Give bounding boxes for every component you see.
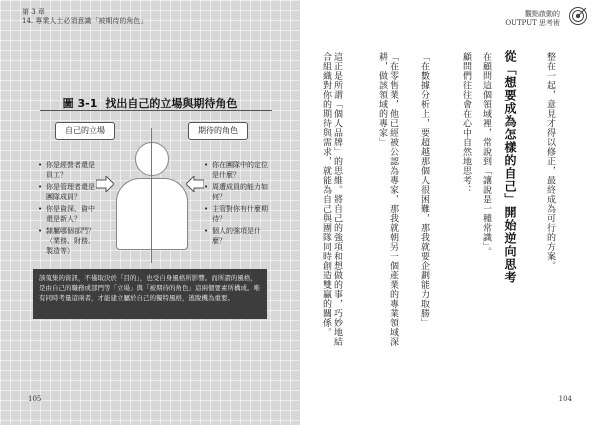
target-icon [568,6,588,26]
self-bullet: • 隸屬哪個部門？（業務、財務、製造等） [38,226,100,256]
figure-divider [40,110,272,111]
right-page [300,0,600,425]
body-text-col: 在顧問這個領域裡，常說到「讓說是一種常識」。 [481,52,491,257]
arrow-left-icon [186,176,204,192]
section-title: 14. 專業人士必須意識「被期待的角色」 [22,17,148,25]
self-role-label: 自己的立場 [55,122,115,140]
figure-caption: 該蒐集的資訊，不僅取決於「目的」，也受自身風格所影響。而所謂的風格，是由自己的職務或部門等「立場」與「被期待的角色」這兩個要素所構成。唯有同時考量這兩者，才能建立屬於自己的獨特風格，逃脫機為重要。 [33,269,267,319]
expected-bullet: • 周遭成員的能力如何？ [204,182,272,202]
expected-bullet: • 個人的強項是什麼？ [204,226,272,246]
expected-bullet: • 主管對你有什麼期待？ [204,204,272,224]
running-head-left [22,8,147,26]
body-text-col: 整在一起，意見才得以修正，最終成為可行的方案。 [545,52,555,271]
figure-number: 圖 3-1 [62,97,98,110]
self-bullet: • 你是管理者還是團隊成員？ [38,182,100,202]
page-number-left: 105 [28,395,42,403]
quote-text-col: 「在數據分析上，要超越那個人很困難，那我就要企劃能力取勝」 [419,52,429,328]
running-head-right [505,10,560,28]
body-text-col: 這正是所謂「個人品牌」的思維。將自己的強項和想做的事，巧妙地結合組織對你的期待與需求，就能為自己與團隊同時創造雙贏的關係。 [321,52,342,347]
expected-role-label: 期待的角色 [188,122,248,140]
person-head [135,142,169,176]
figure-title-text: 找出自己的立場與期待角色 [105,97,238,110]
chapter-label: 第 3 章 [22,8,45,16]
self-bullet: • 你是經營者還是員工？ [38,160,100,180]
book-title-line2: OUTPUT 思考術 [505,19,560,27]
quote-text-col: 「在零售業，他已經被公認為專家，那我就朝另一個產業的專業領域深耕，做該領域的專家」 [377,52,398,347]
self-bullet: • 你是資深、資中還是新人？ [38,204,100,224]
book-title-line1: 觀點啟動的 [525,10,560,18]
expected-bullet: • 你在團隊中的定位是什麼？ [204,160,272,180]
figure-title [0,95,300,111]
person-body [116,178,188,250]
center-split-line [151,128,152,263]
self-bullets [38,160,100,258]
body-text-col: 顧問們往往會在心中自然地思考： [461,52,471,195]
person-figure [116,128,186,263]
page-number-right: 104 [558,395,572,403]
section-heading: 從「想要成為怎樣的自己」開始逆向思考 [503,50,517,284]
expected-bullets [204,160,272,248]
